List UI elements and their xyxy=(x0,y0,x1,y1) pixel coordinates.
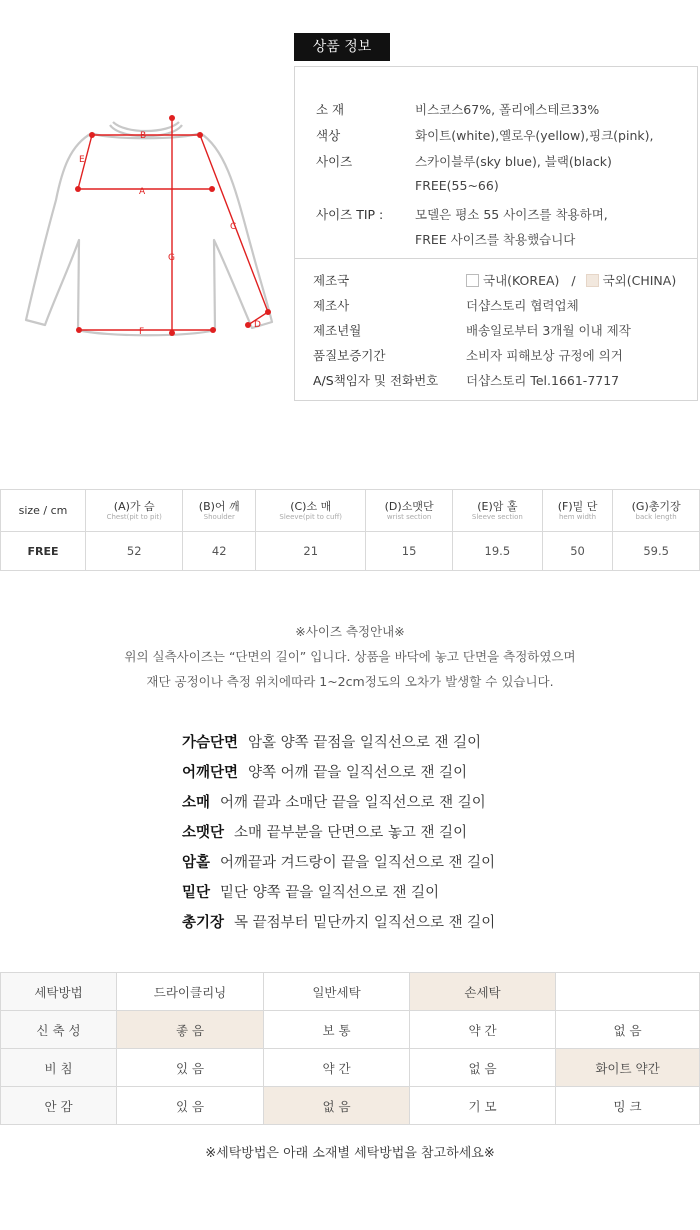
wash-cell: 있 음 xyxy=(117,1087,264,1125)
wash-cell: 없 음 xyxy=(410,1049,556,1087)
spec-label-size: 사이즈 xyxy=(316,154,353,169)
size-value-cuff: 15 xyxy=(366,532,453,571)
size-col-shoulder: (B)어 깨 Shoulder xyxy=(183,490,256,532)
wash-cell: 약 간 xyxy=(264,1049,410,1087)
wash-row-method xyxy=(1,973,700,1011)
size-value-length: 59.5 xyxy=(613,532,700,571)
spec-value-size-tip-2: FREE 사이즈를 착용했습니다 xyxy=(415,232,576,247)
detail-value-maker: 더샵스토리 협력업체 xyxy=(466,298,579,313)
wash-cell: 세탁방법 xyxy=(1,973,117,1011)
diagram-label-b: B xyxy=(140,131,147,141)
notice-line-1: 위의 실측사이즈는 “단면의 길이” 입니다. 상품을 바닥에 놓고 단면을 측정하였으며 xyxy=(124,649,576,664)
detail-label-warranty: 품질보증기간 xyxy=(313,348,386,363)
wash-cell: 비 침 xyxy=(1,1049,117,1087)
detail-value-date: 배송일로부터 3개월 이내 제작 xyxy=(466,323,631,338)
detail-value-warranty: 소비자 피해보상 규정에 의거 xyxy=(466,348,623,363)
definition-item: 소매 어깨 끝과 소매단 끝을 일직선으로 잰 길이 xyxy=(182,795,486,811)
wash-row-lining xyxy=(1,1087,700,1125)
size-value-sleeve: 21 xyxy=(256,532,366,571)
spec-value-material: 비스코스67%, 폴리에스테르33% xyxy=(415,102,600,117)
definition-item: 밑단 밑단 양쪽 끝을 일직선으로 잰 길이 xyxy=(182,885,440,901)
size-value-hem: 50 xyxy=(542,532,612,571)
diagram-label-a: A xyxy=(139,187,146,197)
origin-foreign: 국외(CHINA) xyxy=(602,273,677,288)
diagram-label-d: D xyxy=(254,320,261,330)
spec-value-color: 화이트(white),옐로우(yellow),핑크(pink), xyxy=(415,128,654,143)
spec-label-size-tip: 사이즈 TIP : xyxy=(316,207,384,222)
garment-diagram xyxy=(20,105,275,350)
wash-cell: 일반세탁 xyxy=(264,973,410,1011)
spec-label-material: 소 재 xyxy=(316,102,345,117)
definition-item: 소맷단 소매 끝부분을 단면으로 놓고 잰 길이 xyxy=(182,825,468,841)
size-table-row xyxy=(1,532,700,571)
size-col-length: (G)총기장 back length xyxy=(613,490,700,532)
origin-foreign-checkbox xyxy=(586,274,599,287)
origin-domestic: 국내(KOREA) xyxy=(483,273,560,288)
size-col-chest: (A)가 슴 Chest(pit to pit) xyxy=(86,490,183,532)
wash-cell: 드라이클리닝 xyxy=(117,973,264,1011)
wash-table xyxy=(0,972,700,1125)
wash-row-stretch xyxy=(1,1011,700,1049)
size-value-chest: 52 xyxy=(86,532,183,571)
origin-label: 제조국 xyxy=(313,273,350,288)
wash-row-sheer xyxy=(1,1049,700,1087)
definition-item: 암홀 어깨끝과 겨드랑이 끝을 일직선으로 잰 길이 xyxy=(182,855,496,871)
origin-options xyxy=(466,271,676,289)
origin-separator: / xyxy=(571,273,576,288)
wash-cell: 기 모 xyxy=(410,1087,556,1125)
wash-note: ※세탁방법은 아래 소재별 세탁방법을 참고하세요※ xyxy=(205,1146,495,1161)
wash-cell: 안 감 xyxy=(1,1087,117,1125)
wash-cell: 약 간 xyxy=(410,1011,556,1049)
wash-cell-selected: 손세탁 xyxy=(410,973,556,1011)
notice-title: ※사이즈 측정안내※ xyxy=(295,624,405,639)
definition-item: 총기장 목 끝점부터 밑단까지 일직선으로 잰 길이 xyxy=(182,915,496,931)
product-info-tag: 상품 정보 xyxy=(294,33,390,61)
info-divider xyxy=(295,258,697,259)
size-table-corner: size / cm xyxy=(1,490,86,532)
spec-label-color: 색상 xyxy=(316,128,341,143)
definition-item: 가슴단면 암홀 양쪽 끝점을 일직선으로 잰 길이 xyxy=(182,735,482,751)
size-value-shoulder: 42 xyxy=(183,532,256,571)
size-row-label: FREE xyxy=(1,532,86,571)
definition-item: 어깨단면 양쪽 어깨 끝을 일직선으로 잰 길이 xyxy=(182,765,468,781)
detail-label-as: A/S책임자 및 전화번호 xyxy=(313,373,439,388)
size-col-hem: (F)밑 단 hem width xyxy=(542,490,612,532)
wash-cell-selected: 좋 음 xyxy=(117,1011,264,1049)
origin-domestic-checkbox xyxy=(466,274,479,287)
detail-value-as: 더샵스토리 Tel.1661-7717 xyxy=(466,373,620,388)
spec-value-color-cont: 스카이블루(sky blue), 블랙(black) xyxy=(415,154,612,169)
size-table xyxy=(0,489,700,571)
size-col-cuff: (D)소맷단 wrist section xyxy=(366,490,453,532)
detail-label-date: 제조년월 xyxy=(313,323,362,338)
size-table-header xyxy=(1,490,700,532)
diagram-label-g: G xyxy=(168,253,175,263)
wash-cell xyxy=(556,973,700,1011)
diagram-label-f: F xyxy=(139,327,145,337)
spec-value-size: FREE(55~66) xyxy=(415,178,499,193)
wash-cell: 없 음 xyxy=(556,1011,700,1049)
notice-line-2: 재단 공정이나 측정 위치에따라 1~2cm정도의 오차가 발생할 수 있습니다. xyxy=(146,674,554,689)
wash-cell: 있 음 xyxy=(117,1049,264,1087)
wash-cell: 밍 크 xyxy=(556,1087,700,1125)
wash-cell-selected: 없 음 xyxy=(264,1087,410,1125)
wash-cell-selected: 화이트 약간 xyxy=(556,1049,700,1087)
wash-cell: 보 통 xyxy=(264,1011,410,1049)
size-value-armhole: 19.5 xyxy=(452,532,542,571)
diagram-label-e: E xyxy=(79,155,85,165)
wash-cell: 신 축 성 xyxy=(1,1011,117,1049)
size-col-armhole: (E)암 홀 Sleeve section xyxy=(452,490,542,532)
size-col-sleeve: (C)소 매 Sleeve(pit to cuff) xyxy=(256,490,366,532)
spec-value-size-tip: 모델은 평소 55 사이즈를 착용하며, xyxy=(415,207,608,222)
detail-label-maker: 제조사 xyxy=(313,298,350,313)
diagram-label-c: C xyxy=(230,222,237,232)
